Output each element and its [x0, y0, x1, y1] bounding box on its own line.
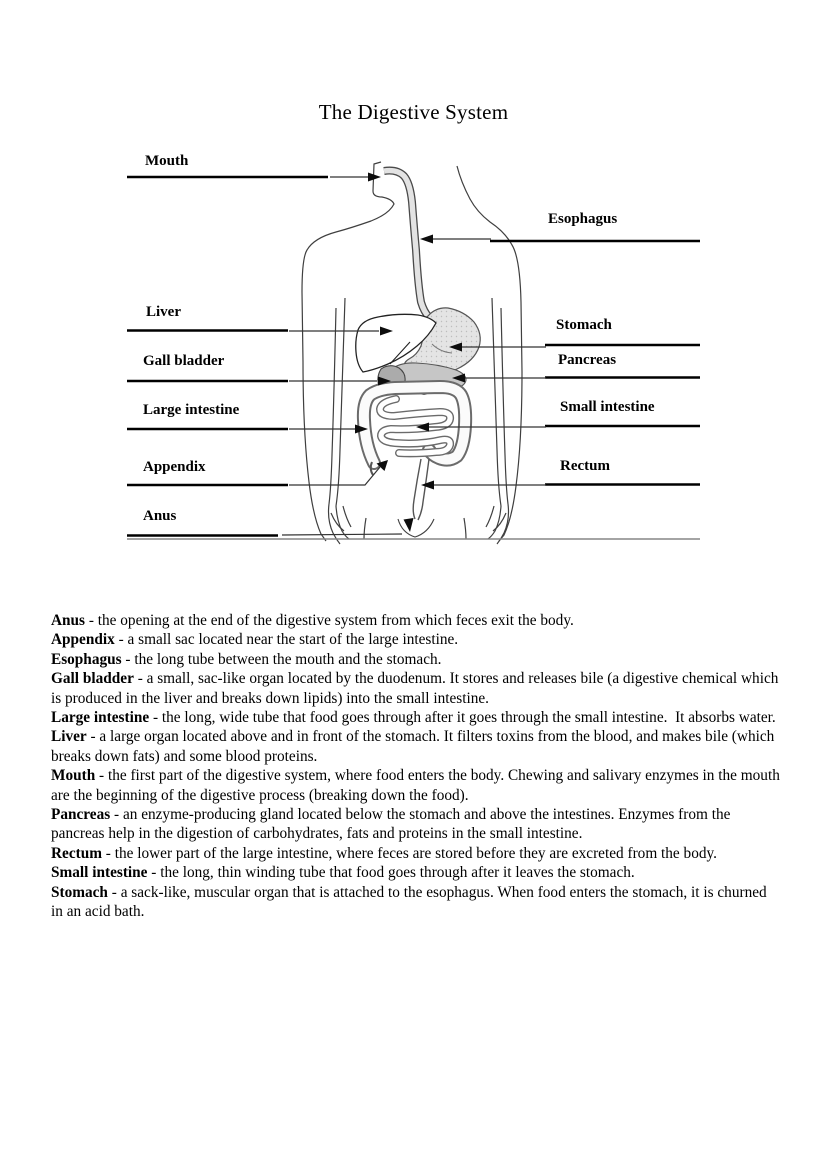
definition-term: Rectum [51, 844, 102, 862]
definition-term: Appendix [51, 631, 115, 649]
page-title: The Digestive System [318, 100, 509, 124]
definition-stomach [51, 883, 780, 922]
rectum-arrow [421, 481, 434, 490]
label-gall-bladder: Gall bladder [143, 353, 225, 369]
definition-term: Small intestine [51, 864, 148, 882]
definition-term: Pancreas [51, 806, 111, 824]
definition-text: - the long, wide tube that food goes through after it goes through the small intestine. It absorbs water. [149, 709, 776, 727]
definition-small-intestine [51, 863, 780, 882]
definition-text: - a small, sac-like organ located by the duodenum. It stores and releases bile (a digestive chemical which is produced in the liver and breaks down lipids) into the small intestine. [51, 670, 783, 707]
definition-term: Anus [51, 612, 86, 629]
definition-term: Large intestine [51, 709, 150, 727]
anus-arrow [404, 518, 414, 532]
label-small-intestine: Small intestine [560, 399, 655, 415]
definition-term: Stomach [51, 883, 108, 901]
definition-text: - the lower part of the large intestine, where feces are stored before they are excreted from the body. [101, 844, 717, 862]
label-liver: Liver [146, 304, 181, 320]
label-anus: Anus [143, 508, 177, 524]
definition-liver [51, 727, 780, 766]
definition-pancreas [51, 805, 780, 844]
small-intestine-organ [380, 399, 450, 453]
definition-term: Gall bladder [51, 670, 134, 688]
label-esophagus: Esophagus [548, 211, 618, 227]
esophagus-arrow [420, 235, 433, 244]
label-pancreas: Pancreas [558, 352, 617, 368]
definition-term: Mouth [51, 767, 96, 785]
definition-anus [51, 611, 780, 630]
esophagus-organ [384, 171, 429, 317]
label-appendix: Appendix [143, 459, 206, 475]
definition-large-intestine [51, 708, 780, 727]
definition-text: - the long, thin winding tube that food goes through after it leaves the stomach. [147, 864, 635, 882]
definition-mouth [51, 766, 784, 805]
definition-esophagus [51, 650, 780, 669]
definition-term: Esophagus [51, 650, 122, 668]
definition-term: Liver [51, 728, 87, 746]
definition-text: - a sack-like, muscular organ that is attached to the esophagus. When food enters the stomach, it is churned in an acid bath. [51, 883, 771, 921]
mouth-arrow [368, 173, 381, 182]
definition-rectum [51, 844, 780, 863]
label-mouth: Mouth [145, 153, 189, 169]
label-stomach: Stomach [556, 317, 612, 333]
definition-text: - the first part of the digestive system, where food enters the body. Chewing and salivary enzymes in the mouth are the beginning of the digestive process (breaking down the food). [51, 767, 784, 804]
definition-text: - the opening at the end of the digestive system from which feces exit the body. [85, 612, 574, 629]
definition-text: - the long tube between the mouth and the stomach. [121, 650, 442, 668]
rectum-organ [398, 459, 434, 537]
label-large-intestine: Large intestine [143, 402, 240, 418]
definition-appendix [51, 630, 780, 649]
definition-text: - a small sac located near the start of the large intestine. [114, 631, 459, 649]
label-rectum: Rectum [560, 458, 610, 474]
definition-text: - a large organ located above and in front of the stomach. It filters toxins from the blood, and makes bile (which breaks down fats) and some blood proteins. [51, 728, 779, 765]
definition-gall-bladder [51, 669, 783, 708]
definitions-section [51, 611, 784, 922]
definition-text: - an enzyme-producing gland located below the stomach and above the intestines. Enzymes from the pancreas help in the digestion of carbohydrates, fats and proteins in the small intestine. [51, 806, 735, 843]
